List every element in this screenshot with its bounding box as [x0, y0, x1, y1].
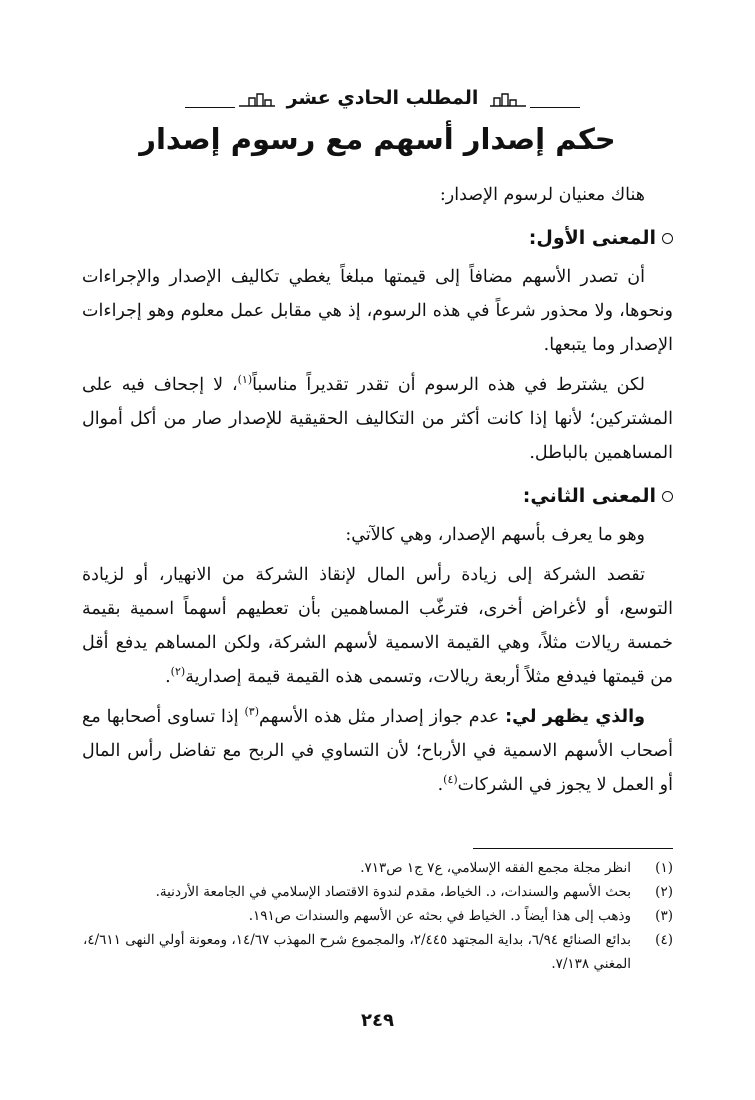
second-meaning-heading	[82, 478, 673, 514]
footnote-number: (١)	[655, 860, 673, 876]
circle-bullet-icon	[662, 233, 673, 244]
footnote-text: بحث الأسهم والسندات، د. الخياط، مقدم لندوة الاقتصاد الإسلامي في الجامعة الأردنية.	[155, 884, 631, 900]
section-header	[185, 84, 580, 112]
ornament-icon	[235, 89, 279, 107]
footnote-ref: (٢)	[170, 665, 186, 679]
ornament-icon	[486, 89, 530, 107]
footnote-number: (٢)	[655, 884, 673, 900]
page-title: حكم إصدار أسهم مع رسوم إصدار	[139, 122, 616, 156]
footnote-ref: (٤)	[443, 773, 458, 787]
first-meaning-paragraph-2	[82, 368, 673, 470]
second-meaning-paragraph-2	[82, 558, 673, 694]
second-meaning-paragraph-3	[82, 700, 673, 802]
section-label: المطلب الحادي عشر	[286, 87, 479, 109]
second-meaning-paragraph-1: وهو ما يعرف بأسهم الإصدار، وهي كالآتي:	[345, 525, 645, 545]
footnote-ref: (٣)	[244, 705, 260, 719]
footnote	[82, 904, 673, 928]
footnote-number: (٤)	[655, 932, 673, 948]
second-meaning-label: المعنى الثاني:	[522, 485, 656, 507]
text-run: .	[437, 775, 444, 795]
footnote-text: انظر مجلة مجمع الفقه الإسلامي، ع٧ ج١ ص٧١٣.	[360, 860, 631, 876]
header-rule-left	[185, 89, 235, 108]
footnote	[82, 856, 673, 880]
footnote-text: بدائع الصنائع ٦/٩٤، بداية المجتهد ٢/٤٤٥، والمجموع شرح المهذب ١٤/٦٧، ومعونة أولي النهى ٤/٦١١، المغني ٧/١٣٨.	[82, 932, 631, 972]
circle-bullet-icon	[662, 491, 673, 502]
first-meaning-paragraph-1: أن تصدر الأسهم مضافاً إلى قيمتها مبلغاً يغطي تكاليف الإصدار والإجراءات ونحوها، ولا محذور شرعاً في هذه الرسوم، إذ هي مقابل عمل معلوم وهو إجراءات الإصدار وما يتبعها.	[82, 267, 673, 355]
footnote-ref: (١)	[237, 373, 253, 387]
opinion-label: والذي يظهر لي:	[505, 707, 645, 727]
footnote-divider	[473, 848, 673, 849]
page-number: ٢٤٩	[361, 1010, 394, 1031]
text-run: .	[165, 667, 171, 687]
footnote	[82, 928, 673, 976]
text-run: تقصد الشركة إلى زيادة رأس المال لإنقاذ الشركة من الانهيار، أو لزيادة التوسع، أو لأغراض أخرى، فترغّب المساهمين بأن تعطيهم أسهماً اسمية بقيمة خمسة ريالات مثلاً، وهي القيمة الاسمية لأسهم الشركة، ولكن المساهم يدفع أقل من قيمتها فيدفع مثلاً أربعة ريالات، وتسمى هذه القيمة قيمة إصدارية	[82, 565, 673, 687]
text-run: لكن يشترط في هذه الرسوم أن تقدر تقديراً مناسباً	[252, 375, 645, 395]
footnote-text: وذهب إلى هذا أيضاً د. الخياط في بحثه عن الأسهم والسندات ص١٩١.	[248, 908, 631, 924]
body-text	[82, 178, 673, 808]
first-meaning-label: المعنى الأول:	[528, 227, 656, 249]
footnote	[82, 880, 673, 904]
text-run: ، لا إجحاف فيه على المشتركين؛ لأنها إذا كانت أكثر من التكاليف الحقيقية للإصدار صار من أكل أموال المساهمين بالباطل.	[82, 375, 673, 463]
intro-paragraph: هناك معنيان لرسوم الإصدار:	[439, 185, 645, 205]
header-rule-right	[530, 89, 580, 108]
footnotes	[82, 856, 673, 976]
first-meaning-heading	[82, 220, 673, 256]
text-run: إذا تساوى أصحابها مع أصحاب الأسهم الاسمية في الأرباح؛ لأن التساوي في الربح مع تفاضل رأس المال أو العمل لا يجوز في الشركات	[82, 707, 673, 795]
footnote-number: (٣)	[655, 908, 673, 924]
text-run: عدم جواز إصدار مثل هذه الأسهم	[259, 707, 506, 727]
